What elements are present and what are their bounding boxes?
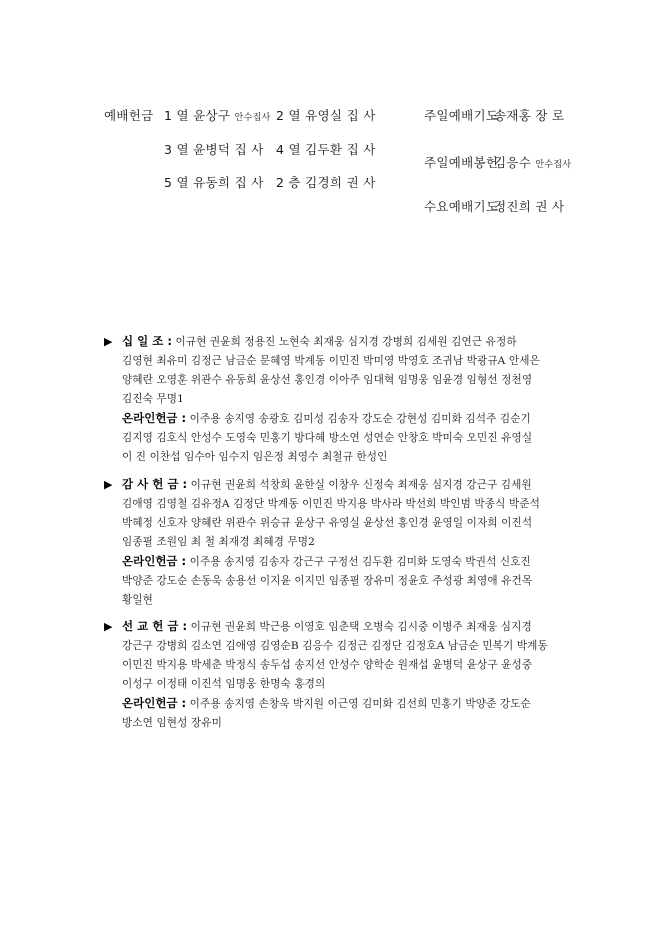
usher-row2-right: 4 열 김두환 집 사 bbox=[276, 142, 376, 157]
duty-wed-name: 정진희 권 사 bbox=[494, 199, 565, 214]
tithe-label: 십 일 조 : bbox=[122, 334, 172, 348]
thanks-online-label: 온라인헌금 : bbox=[122, 554, 187, 568]
thanks-online-line-2: 박양준 강도순 손동욱 송용선 이지윤 이지민 임종필 장유미 정윤호 주성광 최영애 유건목 bbox=[122, 575, 533, 587]
usher-row2-left: 3 열 윤병덕 집 사 bbox=[164, 142, 264, 157]
thanks-line-3: 박혜정 신호자 양혜란 위관수 위승규 윤상구 유영실 윤상선 홍인경 윤영일 이자희 이진석 bbox=[122, 517, 533, 529]
bullet-triangle-icon: ▶ bbox=[104, 335, 113, 348]
usher-row1-left: 1 열 윤상구 안수집사 bbox=[164, 108, 271, 123]
usher-row3-right: 2 층 김경희 권 사 bbox=[276, 175, 376, 190]
mission-online-line-2: 방소연 임현성 장유미 bbox=[122, 717, 222, 729]
mission-line-1: 선 교 헌 금 : 이규현 권윤희 박근용 이영호 임춘택 오병숙 김시중 이병주 최재웅 심지경 bbox=[122, 619, 532, 633]
duty-prayer-label: 주일예배기도 bbox=[424, 108, 499, 123]
section-thanksgiving bbox=[104, 475, 574, 610]
tithe-online-line-1: 온라인헌금 : 이주용 송지영 송광호 김미성 김송자 강도순 강현성 김미화 김석주 김순기 bbox=[122, 411, 531, 425]
mission-online-line-1: 온라인헌금 : 이주용 송지영 손창욱 박지원 이근영 김미화 김선희 민홍기 박양준 강도순 bbox=[122, 696, 531, 710]
tithe-line-2: 김영현 최유미 김정근 남금순 문혜영 박계동 이민진 박미영 박영호 조귀남 박광규A 안세은 bbox=[122, 355, 540, 367]
duty-offering-label: 주일예배봉헌 bbox=[424, 155, 499, 170]
mission-line-4: 이성구 이정태 이진석 임명웅 한명숙 홍경의 bbox=[122, 678, 326, 690]
tithe-online-line-2: 김지영 김호식 안성수 도영숙 민홍기 방다혜 방소연 성연순 안창호 박미숙 오민진 유영실 bbox=[122, 432, 533, 444]
duty-prayer-name: 송재홍 장 로 bbox=[494, 108, 565, 123]
ushers-title: 예배헌금 bbox=[104, 108, 154, 123]
thanks-line-4: 임종필 조원임 최 철 최재경 최혜경 무명2 bbox=[122, 536, 315, 548]
thanks-line-2: 김애영 김영철 김유정A 김정단 박계동 이민진 박지용 박사라 박선희 박인범 박종식 박준석 bbox=[122, 498, 540, 510]
bullet-triangle-icon: ▶ bbox=[104, 478, 113, 491]
section-tithe bbox=[104, 332, 574, 467]
tithe-line-3: 양혜란 오영훈 위관수 유동희 윤상선 홍인경 이아주 임대혁 임명웅 임윤경 임형선 정천영 bbox=[122, 374, 533, 386]
thanks-online-line-1: 온라인헌금 : 이주용 송지영 김송자 강근구 구정선 김두환 김미화 도영숙 박권석 신호진 bbox=[122, 554, 531, 568]
thanks-online-line-3: 황일현 bbox=[122, 594, 154, 606]
tithe-online-line-3: 이 진 이찬섭 임수아 임수지 임은정 최영수 최철규 한성인 bbox=[122, 451, 388, 463]
duty-offering-name: 김응수 안수집사 bbox=[494, 155, 572, 170]
thanks-label: 감 사 헌 금 : bbox=[122, 477, 188, 491]
tithe-line-1: 십 일 조 : 이규현 권윤희 정용진 노현숙 최재웅 심지경 강병희 김세원 김연근 유정하 bbox=[122, 334, 517, 348]
mission-online-label: 온라인헌금 : bbox=[122, 696, 187, 710]
duty-wed-label: 수요예배기도 bbox=[424, 199, 499, 214]
tithe-line-4: 김진숙 무명1 bbox=[122, 393, 184, 405]
section-mission bbox=[104, 617, 574, 733]
mission-line-3: 이민진 박지용 박세춘 박정식 송두섭 송지선 안성수 양학순 원재섭 윤병덕 윤상구 윤성중 bbox=[122, 659, 533, 671]
bullet-triangle-icon: ▶ bbox=[104, 620, 113, 633]
mission-line-2: 강근구 강병희 김소연 김애영 김영순B 김응수 김정근 김정단 김정호A 남금순 민복기 박계동 bbox=[122, 640, 548, 652]
thanks-line-1: 감 사 헌 금 : 이규현 권윤희 석창희 윤한실 이창우 신정숙 최재웅 심지경 강근구 김세원 bbox=[122, 477, 532, 491]
mission-label: 선 교 헌 금 : bbox=[122, 619, 188, 633]
usher-row1-right: 2 열 유영실 집 사 bbox=[276, 108, 376, 123]
tithe-online-label: 온라인헌금 : bbox=[122, 411, 187, 425]
usher-row3-left: 5 열 유동희 집 사 bbox=[164, 175, 264, 190]
